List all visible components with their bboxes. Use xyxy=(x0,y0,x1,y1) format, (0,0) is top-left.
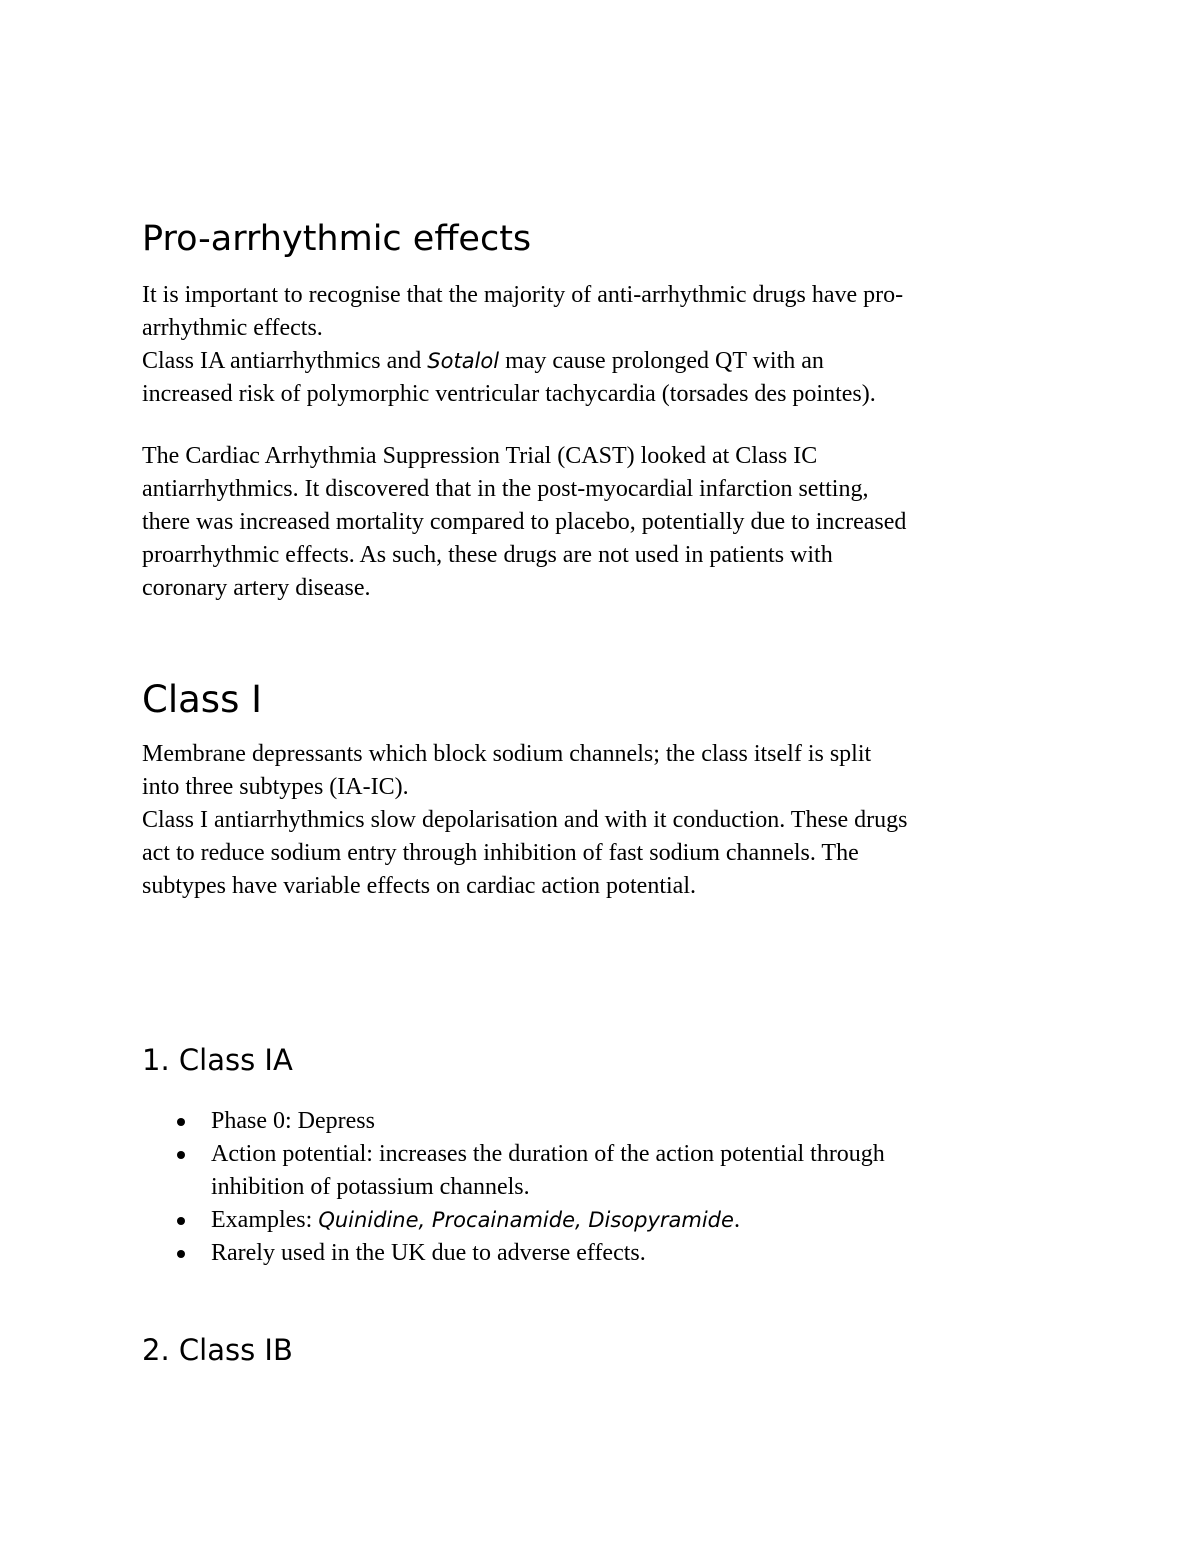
text-line xyxy=(142,345,1062,378)
text-line: subtypes have variable effects on cardiac action potential. xyxy=(142,873,696,899)
drug-names-examples: Quinidine, Procainamide, Disopyramide xyxy=(318,1208,734,1232)
list-item-text: Examples: xyxy=(211,1207,319,1233)
list-item-text: . xyxy=(733,1207,740,1233)
text-line: arrhythmic effects. xyxy=(142,315,323,341)
text-line: The Cardiac Arrhythmia Suppression Trial (CAST) looked at Class IC xyxy=(142,443,818,469)
text-line: increased risk of polymorphic ventricular tachycardia (torsades des pointes). xyxy=(142,381,876,407)
bullet-icon xyxy=(177,1250,185,1258)
text-line: antiarrhythmics. It discovered that in the post-myocardial infarction setting, xyxy=(142,476,869,502)
bullet-icon xyxy=(177,1118,185,1126)
list-item xyxy=(142,1138,1062,1204)
text-line: proarrhythmic effects. As such, these drugs are not used in patients with xyxy=(142,542,833,568)
paragraph-pro-arrhythmic-intro xyxy=(142,279,1062,411)
text-line: there was increased mortality compared to placebo, potentially due to increased xyxy=(142,509,907,535)
heading-class-ib: 2. Class IB xyxy=(142,1333,293,1367)
list-item xyxy=(142,1204,1062,1237)
list-item-text: Phase 0: Depress xyxy=(211,1108,375,1134)
list-item xyxy=(142,1105,1062,1138)
bullet-icon xyxy=(177,1151,185,1159)
class-ia-bullet-list xyxy=(142,1105,1062,1270)
text-line: It is important to recognise that the majority of anti-arrhythmic drugs have pro- xyxy=(142,282,904,308)
list-item-text: Action potential: increases the duration of the action potential through xyxy=(211,1141,885,1167)
heading-pro-arrhythmic-effects: Pro-arrhythmic effects xyxy=(142,219,532,259)
heading-class-i: Class I xyxy=(142,678,263,721)
text-line: coronary artery disease. xyxy=(142,575,371,601)
text-run: may cause prolonged QT with an xyxy=(499,348,824,374)
paragraph-class-i xyxy=(142,738,1062,903)
text-line: into three subtypes (IA-IC). xyxy=(142,774,409,800)
drug-name-sotalol: Sotalol xyxy=(427,349,500,373)
list-item-text: Rarely used in the UK due to adverse effects. xyxy=(211,1240,646,1266)
document-body xyxy=(142,214,1062,1370)
bullet-icon xyxy=(177,1217,185,1225)
paragraph-cast-trial xyxy=(142,440,1062,605)
text-line: Membrane depressants which block sodium channels; the class itself is split xyxy=(142,741,872,767)
text-line: act to reduce sodium entry through inhibition of fast sodium channels. The xyxy=(142,840,859,866)
list-item-text: inhibition of potassium channels. xyxy=(211,1174,530,1200)
text-run: Class IA antiarrhythmics and xyxy=(142,348,428,374)
heading-class-ia: 1. Class IA xyxy=(142,1043,293,1077)
list-item xyxy=(142,1237,1062,1270)
text-line: Class I antiarrhythmics slow depolarisation and with it conduction. These drugs xyxy=(142,807,908,833)
